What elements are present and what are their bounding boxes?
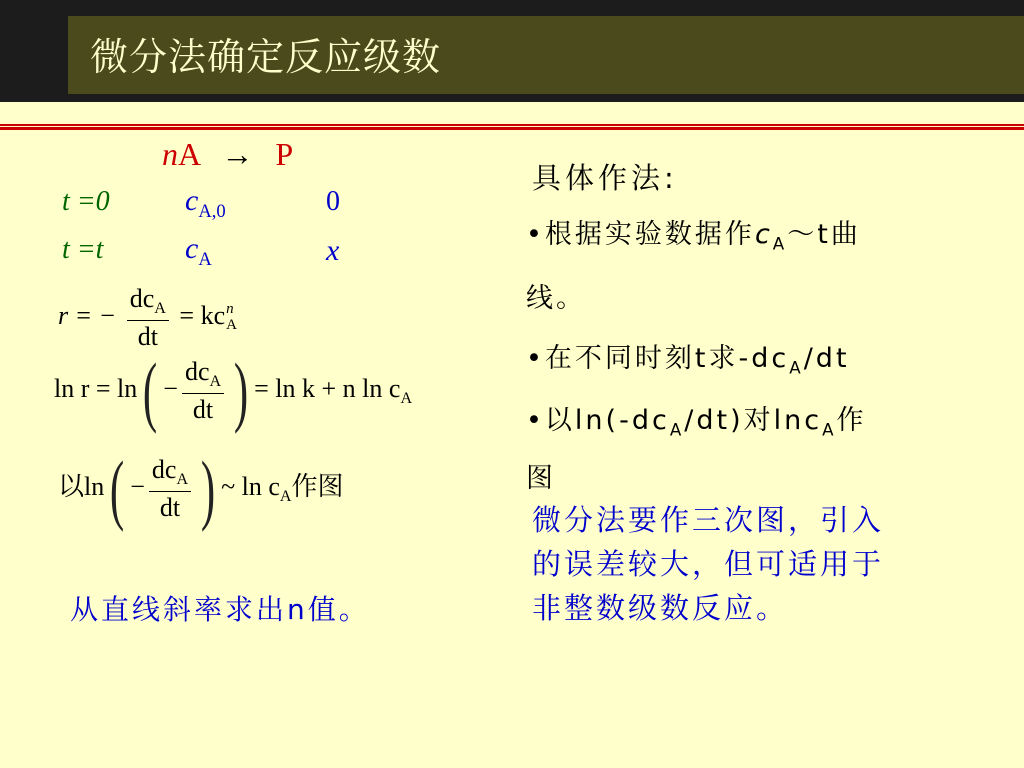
divider-rule-thick (0, 127, 1024, 130)
bullet-1-rest: ～t曲 (787, 219, 861, 250)
bullet-1-text: •根据实验数据作 (526, 219, 755, 250)
note-line-3: 非整数级数反应。 (532, 591, 789, 625)
row2-product: x (326, 234, 340, 267)
eq3-minus: − (130, 471, 145, 501)
row2-concentration (185, 232, 212, 271)
bullet-3-end: 作 (836, 405, 867, 436)
reaction-coefficient: n (162, 136, 178, 172)
eq2-rhs-sub: A (400, 390, 413, 408)
eq2-num: dc (184, 357, 210, 387)
bullet-3-text: •以ln(-dc (526, 405, 670, 436)
eq3-suffix: 作图 (291, 471, 344, 501)
bullet-2-rest: /dt (803, 343, 850, 374)
eq1-num-sub: A (154, 300, 166, 318)
bullet-3-sub2: A (822, 419, 837, 440)
eq1-fraction (127, 284, 169, 352)
log-rate-equation: ln r = ln( − $\frac{dc_A}{dt}$ ) = ln k + n $\ln c_A$ (54, 347, 413, 434)
reaction-equation (162, 136, 293, 173)
bullet-1-continuation: 线。 (526, 283, 586, 314)
rate-equation (58, 284, 237, 352)
row1-c-sub: A,0 (198, 201, 226, 222)
bullet-1-c: c (754, 219, 773, 250)
eq2-lhs: ln r = ln (54, 373, 138, 403)
note-line-2: 的误差较大，但可适用于 (532, 547, 885, 581)
reactant: A (178, 136, 200, 172)
eq1-lhs: r = − (58, 300, 117, 330)
slope-note: 从直线斜率求出n值。 (70, 593, 370, 626)
eq2-rhs: = ln k + n ln c (254, 373, 401, 403)
eq2-den: dt (192, 394, 214, 424)
reaction-arrow: → (221, 136, 254, 172)
bullet-1 (526, 212, 861, 253)
eq3-num-sub: A (176, 471, 189, 489)
row1-concentration (185, 184, 226, 223)
slide-title: 微分法确定反应级数 (90, 35, 442, 79)
bullet-1-sub: A (772, 233, 788, 254)
row2-time: t =t (62, 234, 104, 265)
row1-product: 0 (326, 186, 340, 217)
row1-time: t =0 (62, 186, 110, 217)
eq3-fraction (149, 455, 191, 523)
eq2-minus: − (163, 373, 178, 403)
eq3-num: dc (151, 455, 177, 485)
eq1-rhs: = kc (179, 300, 226, 330)
eq3-prefix: 以ln (58, 471, 105, 501)
eq1-num: dc (129, 284, 155, 313)
bullet-2-text: •在不同时刻t求-dc (526, 343, 790, 374)
bullet-3 (526, 398, 867, 439)
method-heading: 具体作法: (532, 161, 678, 195)
divider-rule (0, 124, 1024, 126)
note-line-1: 微分法要作三次图，引入 (532, 503, 885, 537)
eq2-num-sub: A (209, 373, 222, 391)
plot-equation: 以ln( − $\frac{dc_A}{dt}$ ) ~ $\ln c_A$作图 (58, 445, 344, 532)
row1-c: c (185, 184, 199, 217)
bullet-2 (526, 336, 850, 377)
bullet-3-sub: A (669, 419, 685, 440)
eq3-rhs: ~ ln c (221, 471, 280, 501)
eq1-den: dt (137, 321, 158, 351)
product: P (275, 136, 294, 172)
eq3-den: dt (159, 492, 181, 522)
eq2-fraction (182, 357, 224, 425)
bullet-3-continuation: 图 (526, 463, 553, 494)
eq1-rhs-sup: n (226, 301, 234, 318)
row2-c-sub: A (198, 249, 212, 270)
bullet-3-mid: /dt)对lnc (684, 405, 823, 436)
eq3-rhs-sub: A (279, 488, 292, 506)
method-note (532, 498, 884, 630)
bullet-2-sub: A (789, 357, 804, 378)
eq1-rhs-sub: A (226, 316, 237, 333)
row2-c: c (185, 232, 199, 265)
